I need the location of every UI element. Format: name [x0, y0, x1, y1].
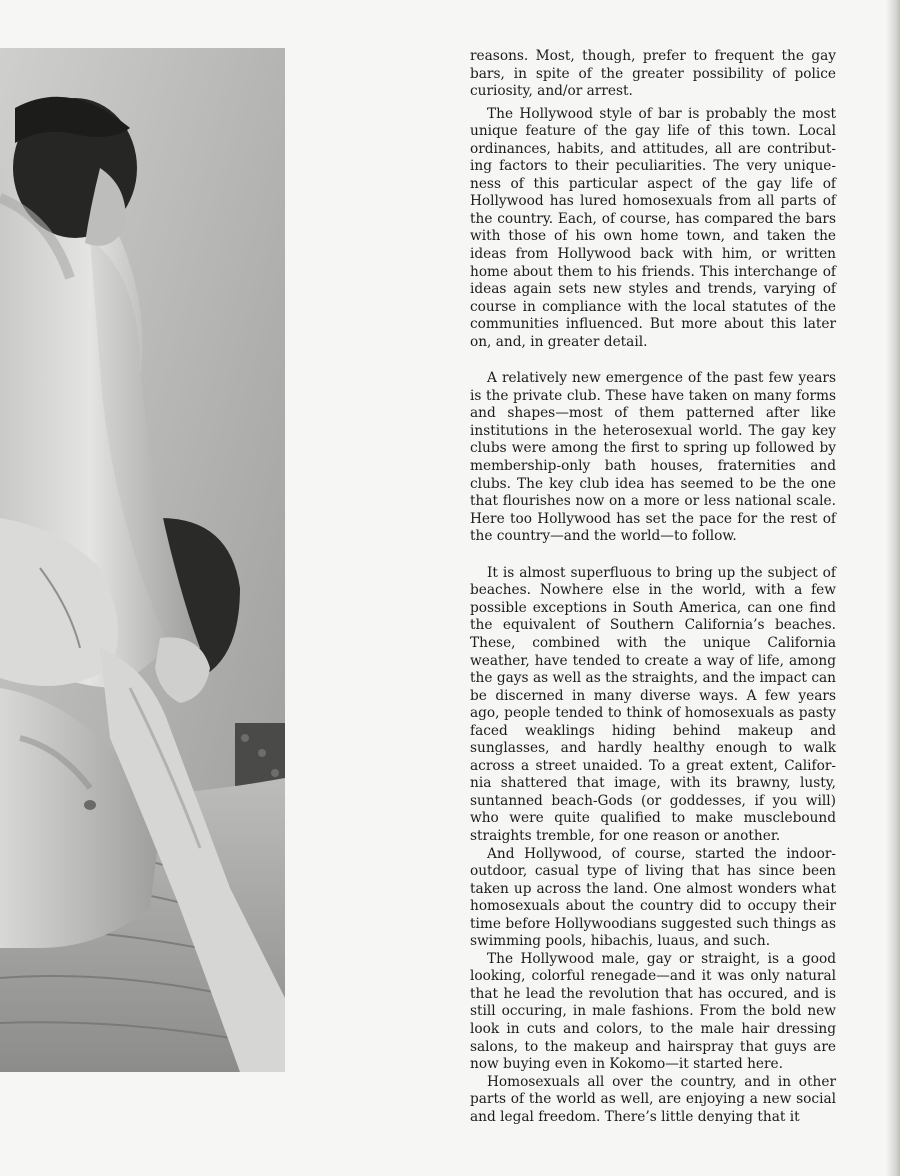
page-edge-shadow: [886, 0, 900, 1176]
paragraph: The Hollywood style of bar is probably the most unique feature of the gay life of this town. Local ordinances, habits, and attitudes, all are contributing factors to their peculiarities. The very uniqueness of this particular aspect of the gay life of Hollywood has lured homosexuals from all parts of the country. Each, of course, has compared the bars with those of his own home town, and taken the ideas from Hollywood back with him, or written home about them to his friends. This interchange of ideas again sets new styles and trends, varying of course in compliance with the local statutes of the communities influenced. But more about this later on, and, in greater detail.: [470, 105, 836, 350]
paragraph: reasons. Most, though, prefer to frequent the gay bars, in spite of the greater possibility of police curiosity, and/or arrest.: [470, 48, 836, 100]
paragraph: The Hollywood male, gay or straight, is a good looking, colorful renegade—and it was only natural that he lead the revolution that has occured, and is still occuring, in male fashions. From the bold new look in cuts and colors, to the male hair dressing salons, to the makeup and hairspray that guys are now buying even in Kokomo—it started here.: [470, 950, 836, 1073]
photo-illustration: [0, 48, 285, 1072]
black-and-white-photograph: [0, 48, 285, 1072]
paragraph: It is almost superfluous to bring up the subject of beaches. Nowhere else in the world, with a few possible exceptions in South America, can one find the equivalent of Southern California’s beaches. These, combined with the unique California weather, have tended to create a way of life, among the gays as well as the straights, and the impact can be discerned in many diverse ways. A few years ago, people tended to think of homosexuals as pasty faced weaklings hiding behind makeup and sunglasses, and hardly healthy enough to walk across a street unaided. To a great extent, California shattered that image, with its brawny, lusty, suntanned beach-Gods (or goddesses, if you will) who were quite qualified to make musclebound straights tremble, for one reason or another.: [470, 564, 836, 844]
paragraph: Homosexuals all over the country, and in other parts of the world as well, are enjoying a new social and legal freedom. There’s little denying that it: [470, 1073, 836, 1125]
paragraph: A relatively new emergence of the past few years is the private club. These have taken on many forms and shapes—most of them patterned after like institutions in the heterosexual world. The gay key clubs were among the first to spring up followed by membership-only bath houses, fraternities and clubs. The key club idea has seemed to be the one that flourishes now on a more or less national scale. Here too Hollywood has set the pace for the rest of the country—and the world—to follow.: [470, 370, 836, 545]
article-text-column: [470, 48, 836, 1126]
paragraph: And Hollywood, of course, started the indoor-outdoor, casual type of living that has since been taken up across the land. One almost wonders what homosexuals about the country did to occupy their time before Hollywoodians suggested such things as swimming pools, hibachis, luaus, and such.: [470, 845, 836, 950]
